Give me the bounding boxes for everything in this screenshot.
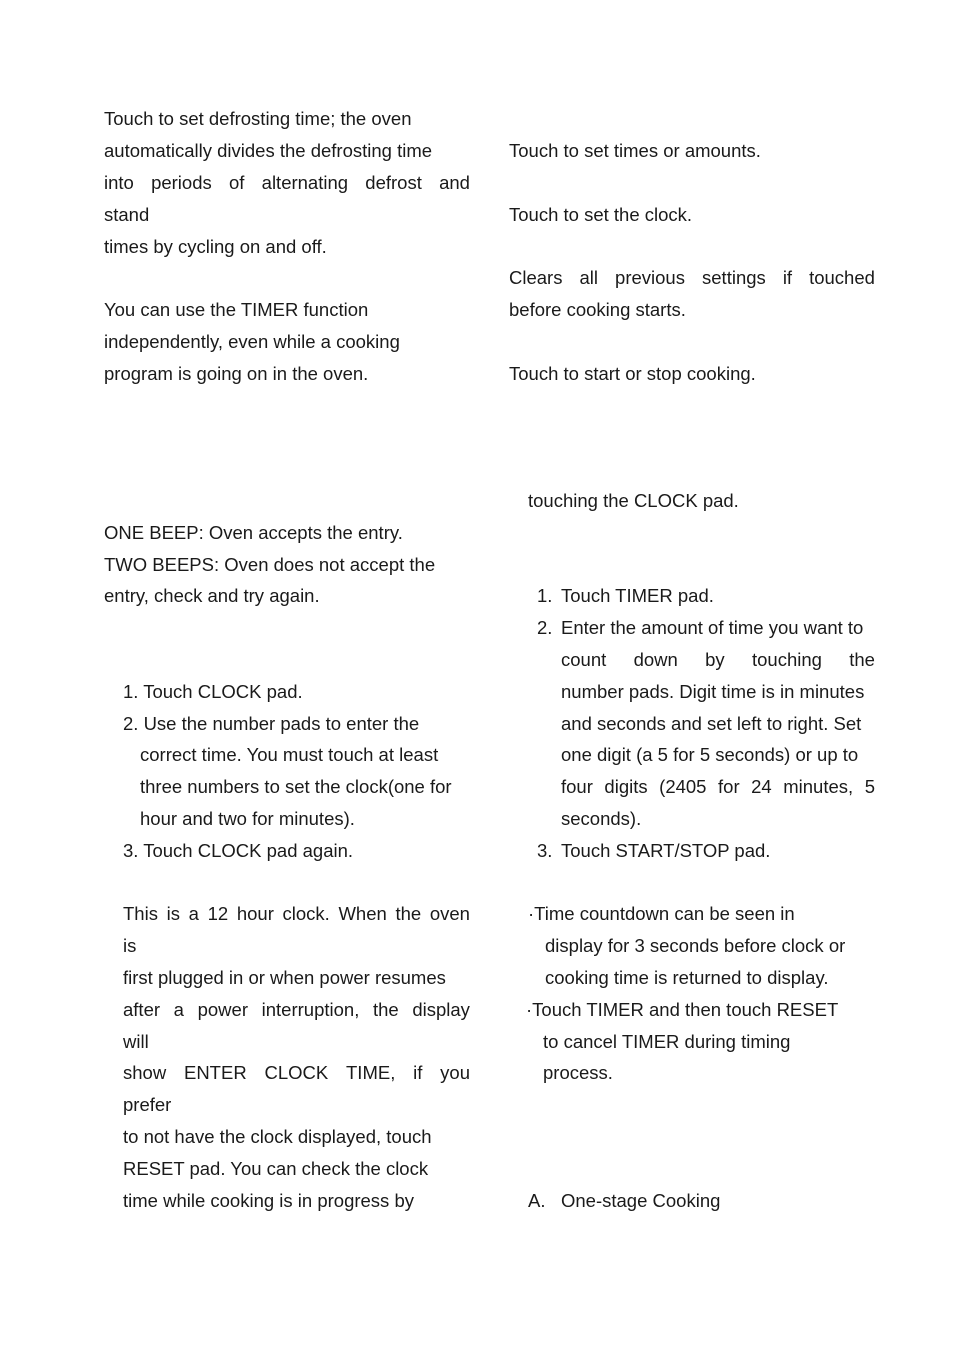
text-line: TWO BEEPS: Oven does not accept the: [104, 554, 436, 575]
clock-note-continued: touching the CLOCK pad.: [528, 490, 739, 511]
text-line: before cooking starts.: [509, 299, 686, 320]
text-line: cooking time is returned to display.: [545, 967, 829, 988]
text-line: will: [123, 1031, 149, 1052]
clock-pad-description: Touch to set the clock.: [509, 204, 693, 225]
text-line: seconds).: [561, 808, 642, 829]
text-line: ·Time countdown can be seen in: [528, 903, 795, 924]
text-line: four digits (2405 for 24 minutes, 5: [561, 776, 875, 797]
text-line: RESET pad. You can check the clock: [123, 1158, 429, 1179]
text-line: program is going on in the oven.: [104, 363, 369, 384]
text-line: number pads. Digit time is in minutes: [561, 681, 865, 702]
text-line: three numbers to set the clock(one for: [140, 776, 452, 797]
text-line: one digit (a 5 for 5 seconds) or up to: [561, 744, 859, 765]
text-line: to not have the clock displayed, touch: [123, 1126, 432, 1147]
text-line: entry, check and try again.: [104, 585, 320, 606]
start-pad-description: Touch to start or stop cooking.: [509, 363, 756, 384]
text-line: after a power interruption, the display: [123, 999, 470, 1020]
text-line: Clears all previous settings if touched: [509, 267, 875, 288]
section-title: One-stage Cooking: [561, 1190, 721, 1211]
list-item: Enter the amount of time you want to: [561, 617, 864, 638]
text-line: time while cooking is in progress by: [123, 1190, 414, 1211]
section-letter: A.: [528, 1190, 546, 1211]
list-number: 2.: [537, 617, 553, 638]
text-line: to cancel TIMER during timing: [543, 1031, 791, 1052]
text-line: ·Touch TIMER and then touch RESET: [526, 999, 839, 1020]
text-line: and seconds and set left to right. Set: [561, 713, 862, 734]
text-line: show ENTER CLOCK TIME, if you: [123, 1062, 470, 1083]
number-pads-description: Touch to set times or amounts.: [509, 140, 761, 161]
text-line: first plugged in or when power resumes: [123, 967, 446, 988]
text-line: correct time. You must touch at least: [140, 744, 439, 765]
text-line: is: [123, 935, 137, 956]
list-number: 1.: [537, 585, 553, 606]
text-line: process.: [543, 1062, 613, 1083]
list-item: Touch START/STOP pad.: [561, 840, 771, 861]
list-number: 3.: [537, 840, 553, 861]
text-line: You can use the TIMER function: [104, 299, 369, 320]
list-item: 1. Touch CLOCK pad.: [123, 681, 303, 702]
text-line: prefer: [123, 1094, 172, 1115]
text-line: times by cycling on and off.: [104, 236, 327, 257]
text-line: count down by touching the: [561, 649, 875, 670]
text-line: ONE BEEP: Oven accepts the entry.: [104, 522, 403, 543]
list-item: 2. Use the number pads to enter the: [123, 713, 420, 734]
text-line: automatically divides the defrosting time: [104, 140, 433, 161]
text-line: stand: [104, 204, 150, 225]
list-item: Touch TIMER pad.: [561, 585, 714, 606]
text-line: into periods of alternating defrost and: [104, 172, 470, 193]
list-item: 3. Touch CLOCK pad again.: [123, 840, 354, 861]
text-line: independently, even while a cooking: [104, 331, 400, 352]
text-line: This is a 12 hour clock. When the oven: [123, 903, 470, 924]
text-line: hour and two for minutes).: [140, 808, 355, 829]
text-line: Touch to set defrosting time; the oven: [104, 108, 412, 129]
text-line: display for 3 seconds before clock or: [545, 935, 846, 956]
